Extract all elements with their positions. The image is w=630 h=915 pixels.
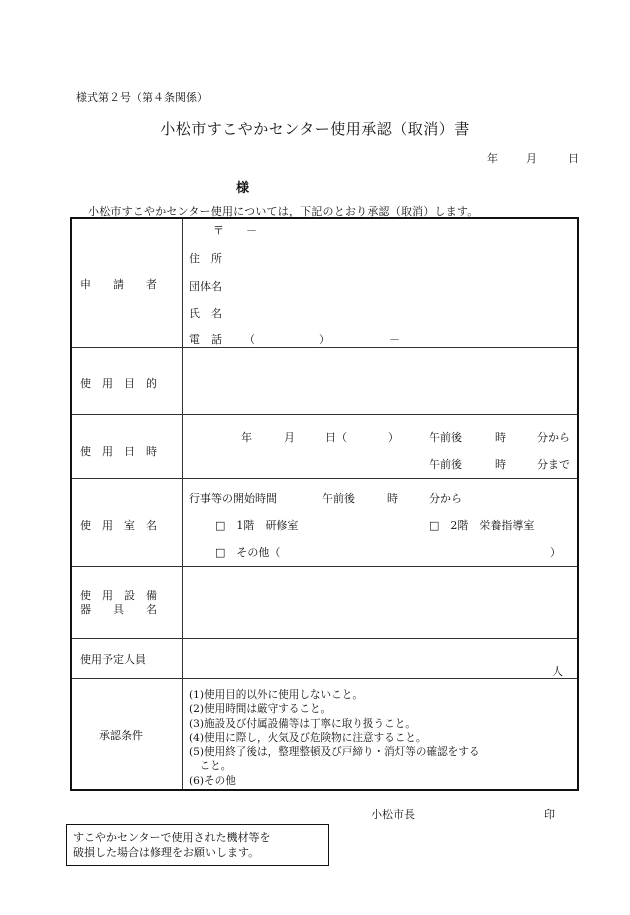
phone-paren-open: （: [244, 333, 255, 346]
room-other-close: ）: [550, 546, 561, 559]
phone-dash: －: [389, 333, 400, 346]
conditions-text: (1)使用目的以外に使用しないこと。 (2)使用時間は厳守すること。 (3)施設及び付属設備等は丁寧に取り扱うこと。 (4)使用に際し，火気及び危険物に注意すること。 (5)使用終了後は，整理整頓及び戸締り・消灯等の確認をする こと。 (6)その他: [189, 689, 480, 787]
end-ampm[interactable]: 午前後: [429, 458, 462, 471]
room-option-other[interactable]: □ その他（: [215, 546, 281, 559]
form-table: [70, 217, 579, 791]
event-start-ampm[interactable]: 午前後: [322, 492, 355, 505]
mayor-label: 小松市長: [371, 808, 415, 821]
room-option-nutrition[interactable]: □ 2階 栄養指導室: [429, 519, 535, 532]
date-day-label: 日: [568, 152, 579, 165]
date-paren-close: ）: [388, 431, 399, 444]
date-month[interactable]: 月: [284, 431, 295, 444]
phone-field[interactable]: 電 話: [189, 333, 222, 346]
address-field[interactable]: 住 所: [189, 252, 222, 265]
start-ampm[interactable]: 午前後: [429, 431, 462, 444]
datetime-label: 使 用 日 時: [80, 445, 157, 458]
date-month-label: 月: [526, 152, 537, 165]
row-divider: [72, 414, 577, 415]
equipment-label-2: 器 具 名: [80, 603, 157, 616]
end-minute[interactable]: 分まで: [537, 458, 570, 471]
event-start-label: 行事等の開始時間: [189, 492, 277, 505]
conditions-label: 承認条件: [99, 729, 143, 742]
equipment-label-1: 使 用 設 備: [80, 589, 157, 602]
column-divider: [182, 219, 183, 789]
phone-paren-close: ）: [319, 333, 330, 346]
row-divider: [72, 478, 577, 479]
event-start-hour[interactable]: 時: [387, 492, 398, 505]
form-number: 様式第２号（第４条関係）: [76, 91, 208, 104]
page-title: 小松市すこやかセンター使用承認（取消）書: [160, 120, 470, 138]
note-line-2: 破損した場合は修理をお願いします。: [73, 846, 260, 859]
row-divider: [72, 347, 577, 348]
date-year-label: 年: [487, 152, 498, 165]
addressee-suffix: 様: [236, 181, 250, 196]
people-unit: 人: [552, 665, 563, 678]
row-divider: [72, 638, 577, 639]
date-year[interactable]: 年: [241, 431, 252, 444]
group-field[interactable]: 団体名: [189, 280, 222, 293]
row-divider: [72, 566, 577, 567]
event-start-minute[interactable]: 分から: [429, 492, 462, 505]
start-hour[interactable]: 時: [495, 431, 506, 444]
date-day[interactable]: 日（: [325, 431, 347, 444]
seal-mark: 印: [544, 808, 555, 821]
room-label: 使 用 室 名: [80, 519, 157, 532]
name-field[interactable]: 氏 名: [189, 307, 222, 320]
start-minute[interactable]: 分から: [537, 431, 570, 444]
repair-note: [66, 824, 329, 866]
intro-text: 小松市すこやかセンター使用については，下記のとおり承認（取消）します。: [88, 205, 479, 218]
row-divider: [72, 678, 577, 679]
end-hour[interactable]: 時: [495, 458, 506, 471]
note-line-1: すこやかセンターで使用された機材等を: [73, 831, 271, 844]
purpose-label: 使 用 目 的: [80, 377, 157, 390]
applicant-label: 申 請 者: [80, 278, 157, 291]
room-option-training[interactable]: □ 1階 研修室: [215, 519, 299, 532]
people-label: 使用予定人員: [80, 653, 146, 666]
postal-field[interactable]: 〒 －: [213, 224, 257, 237]
